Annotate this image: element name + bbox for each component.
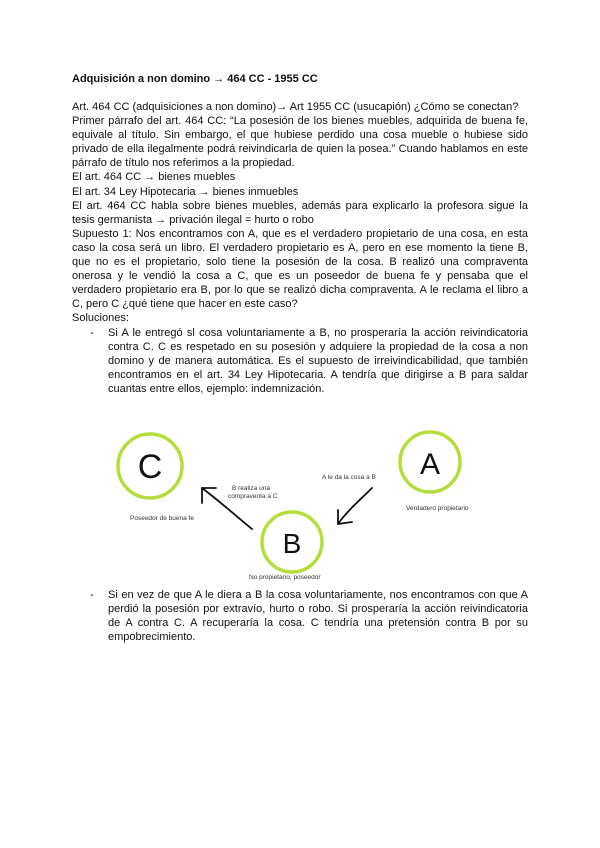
arrow-a-to-b xyxy=(338,488,372,524)
solutions-list-continued xyxy=(72,588,528,644)
paragraph-supuesto-1: Supuesto 1: Nos encontramos con A, que es el verdadero propietario de una cosa, en esta caso la cosa será un libro. El verdadero propietario es A, pero en ese momento la tiene B, que no es el propietario, solo tiene la posesión de la cosa. B realizó una compraventa onerosa y le vendió la cosa a C, que es un poseedor de buena fe y pensaba que el verdadero propietario era B, por lo que se realizó dicha compraventa. A le reclama el libro a C, pero C ¿qué tiene que hacer en este caso? xyxy=(72,227,528,311)
label-a-to-b: A le da la cosa a B xyxy=(322,474,376,481)
paragraph-bienes-muebles: El art. 464 CC → bienes muebles xyxy=(72,171,236,184)
label-b-to-c-line1: B realiza una xyxy=(232,485,270,492)
letter-a: A xyxy=(419,448,441,481)
paragraph-art-464-quote: Primer párrafo del art. 464 CC: “La posesión de los bienes muebles, adquirida de buena fe, equivale al título. Sin embargo, el que hubiese perdido una cosa mueble o hubiese sido privado de ella ilegalmente podrá reivindicarla de quien la posea.” Cuando hablamos en este párrafo de título nos referimos a la propiedad. xyxy=(72,115,528,170)
paragraph-question: Art. 464 CC (adquisiciones a non domino)→ Art 1955 CC (usucapión) ¿Cómo se conectan? xyxy=(72,101,519,113)
caption-c: Poseedor de buena fe xyxy=(130,515,194,522)
solution-item-2: - Si en vez de que A le diera a B la cosa voluntariamente, nos encontramos con que A perdió la posesión por extravío, hurto o robo. Si prosperaría la acción reivindicatoria de A contra C. A recuperaría la cosa. C tendría una pretensión contra B por su empobrecimiento. xyxy=(72,588,528,644)
paragraph-soluciones-heading: Soluciones: xyxy=(72,312,129,325)
caption-b: No propietario, poseedor xyxy=(249,574,321,581)
document-body-continued xyxy=(72,588,528,644)
possession-diagram xyxy=(110,430,510,585)
document-title: Adquisición a non domino → 464 CC - 1955 CC xyxy=(72,73,318,85)
paragraph-tesis-germanista: El art. 464 CC habla sobre bienes muebles, además para explicarlo la profesora sigue la tesis germanista → privación ilegal = hurto o robo xyxy=(72,199,528,226)
solution-item-1: - Si A le entregó sl cosa voluntariamente a B, no prosperaría la acción reivindicatoria contra C. C es respetado en su posesión y adquiere la propiedad de la cosa a non domino y de manera automática. Es el supuesto de irreivindicabilidad, que también encontramos en el art. 34 Ley Hipotecaria. A tendría que dirigirse a B para saldar cuantas entre ellos, ejemplo: indemnización. xyxy=(72,326,528,396)
letter-c: C xyxy=(137,448,163,486)
document-body xyxy=(72,100,528,396)
letter-b: B xyxy=(282,528,302,559)
caption-a: Verdadero propietario xyxy=(406,505,469,512)
solutions-list xyxy=(72,326,528,396)
paragraph-bienes-inmuebles: El art. 34 Ley Hipotecaria → bienes inmuebles xyxy=(72,185,299,198)
label-b-to-c-line2: compraventa a C xyxy=(228,493,278,500)
